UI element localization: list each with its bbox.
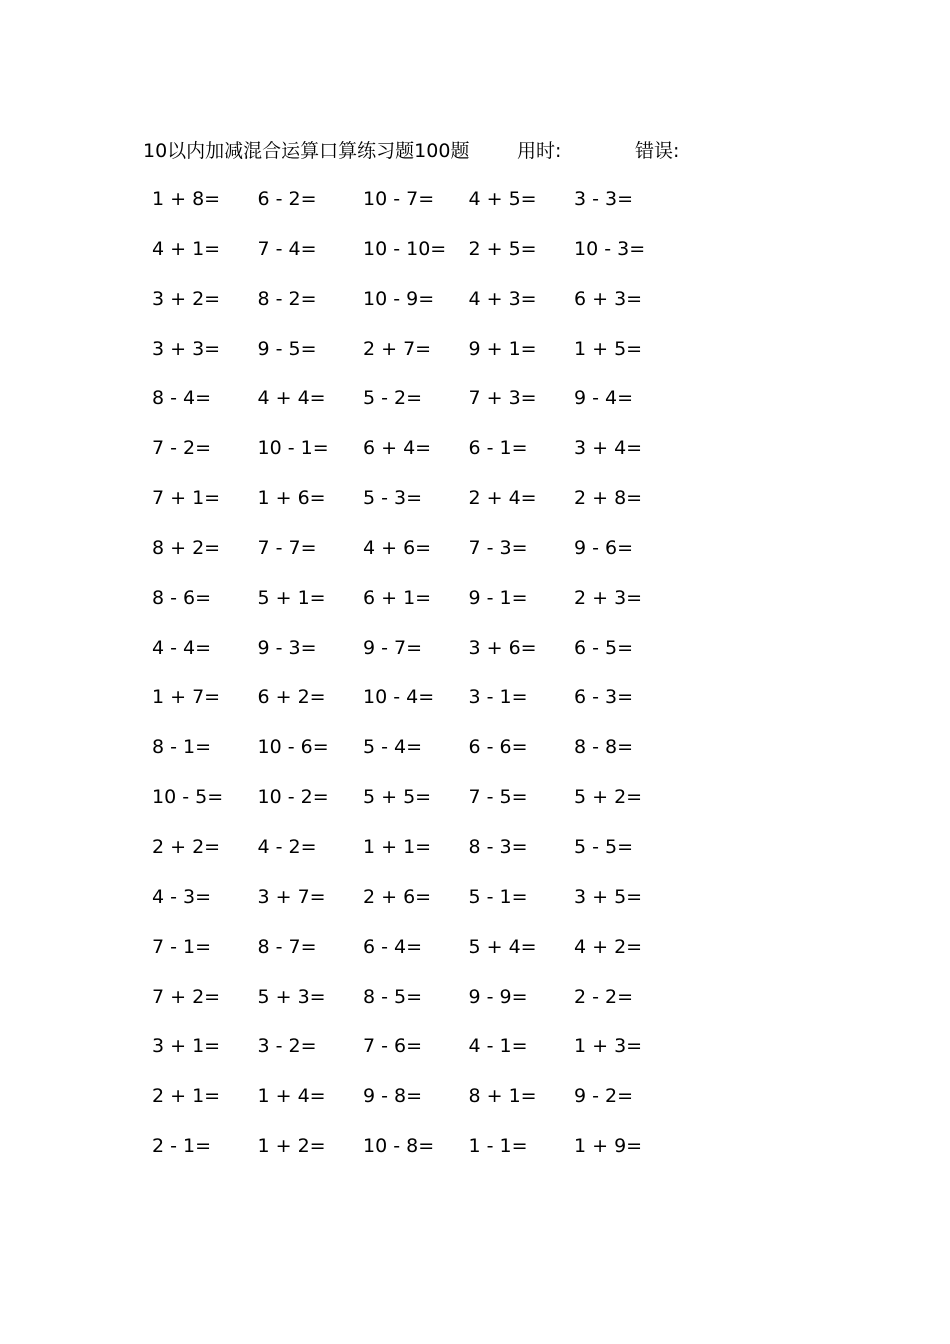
problem-item: 6 - 5=	[574, 636, 634, 659]
problem-item: 5 - 2=	[363, 387, 423, 410]
problem-item: 4 + 5=	[468, 188, 537, 210]
problem-item: 10 - 2=	[257, 786, 329, 809]
problem-grid	[140, 184, 700, 1181]
problem-item: 9 - 1=	[468, 586, 528, 609]
problem-item: 6 - 4=	[363, 935, 423, 958]
problem-item: 5 + 5=	[363, 786, 432, 809]
problem-item: 8 - 6=	[152, 586, 212, 609]
problem-item: 4 + 3=	[468, 287, 537, 310]
problem-item: 5 - 3=	[363, 487, 423, 510]
problem-item: 3 + 3=	[152, 337, 221, 360]
problem-item: 1 + 8=	[152, 188, 221, 210]
problem-item: 9 - 5=	[257, 337, 317, 360]
problem-item: 8 + 2=	[152, 536, 221, 559]
problem-item: 6 - 2=	[257, 188, 317, 210]
problem-item: 6 + 3=	[574, 287, 643, 310]
problem-item: 1 + 6=	[257, 487, 326, 510]
problem-item: 7 - 3=	[468, 536, 528, 559]
errors-label: 错误:	[635, 140, 680, 162]
problem-item: 2 + 8=	[574, 487, 643, 510]
problem-item: 10 - 6=	[257, 736, 329, 759]
problem-item: 3 + 2=	[152, 287, 221, 310]
problem-item: 9 - 8=	[363, 1085, 423, 1108]
problem-item: 2 + 4=	[468, 487, 537, 510]
problem-item: 10 - 8=	[363, 1135, 435, 1158]
problem-item: 4 + 2=	[574, 935, 643, 958]
problem-item: 1 + 5=	[574, 337, 643, 360]
problem-item: 8 - 1=	[152, 736, 212, 759]
problem-item: 5 - 4=	[363, 736, 423, 759]
problem-item: 2 - 2=	[574, 985, 634, 1008]
problem-item: 8 - 5=	[363, 985, 423, 1008]
problem-item: 2 + 6=	[363, 885, 432, 908]
problem-item: 7 - 4=	[257, 237, 317, 260]
problem-item: 10 - 3=	[574, 237, 646, 260]
problem-item: 10 - 5=	[152, 786, 224, 809]
problem-item: 6 - 3=	[574, 686, 634, 709]
problem-item: 3 + 6=	[468, 636, 537, 659]
problem-item: 4 + 1=	[152, 237, 221, 260]
problem-item: 3 - 3=	[574, 188, 634, 210]
problem-item: 1 + 4=	[257, 1085, 326, 1108]
problem-item: 3 + 1=	[152, 1035, 221, 1058]
problem-item: 3 + 7=	[257, 885, 326, 908]
problem-item: 2 - 1=	[152, 1135, 212, 1158]
problem-item: 6 + 1=	[363, 586, 432, 609]
problem-item: 4 - 2=	[257, 835, 317, 858]
problem-item: 5 + 1=	[257, 586, 326, 609]
problem-item: 2 + 3=	[574, 586, 643, 609]
problem-item: 7 + 3=	[468, 387, 537, 410]
problem-item: 7 - 7=	[257, 536, 317, 559]
problem-item: 2 + 2=	[152, 835, 221, 858]
problem-item: 8 - 2=	[257, 287, 317, 310]
problem-item: 9 - 4=	[574, 387, 634, 410]
problem-item: 9 + 1=	[468, 337, 537, 360]
problem-item: 10 - 7=	[363, 188, 435, 210]
problem-item: 6 + 2=	[257, 686, 326, 709]
problem-item: 5 + 4=	[468, 935, 537, 958]
problem-item: 9 - 9=	[468, 985, 528, 1008]
problem-item: 7 - 2=	[152, 437, 212, 460]
problem-item: 8 - 4=	[152, 387, 212, 410]
problem-item: 1 + 2=	[257, 1135, 326, 1158]
problem-item: 8 - 7=	[257, 935, 317, 958]
problem-item: 9 - 3=	[257, 636, 317, 659]
problem-item: 8 - 3=	[468, 835, 528, 858]
problem-item: 6 - 1=	[468, 437, 528, 460]
problem-item: 5 + 3=	[257, 985, 326, 1008]
problem-item: 6 + 4=	[363, 437, 432, 460]
problem-item: 5 - 5=	[574, 835, 634, 858]
problem-item: 1 + 3=	[574, 1035, 643, 1058]
problem-item: 2 + 1=	[152, 1085, 221, 1108]
problem-item: 4 + 6=	[363, 536, 432, 559]
problem-item: 3 - 1=	[468, 686, 528, 709]
problem-item: 3 - 2=	[257, 1035, 317, 1058]
problem-item: 10 - 9=	[363, 287, 435, 310]
problem-item: 7 - 6=	[363, 1035, 423, 1058]
worksheet-title: 10以内加减混合运算口算练习题100题	[143, 140, 470, 162]
problem-item: 5 - 1=	[468, 885, 528, 908]
problem-item: 1 + 9=	[574, 1135, 643, 1158]
problem-item: 7 + 2=	[152, 985, 221, 1008]
problem-item: 2 + 5=	[468, 237, 537, 260]
problem-item: 6 - 6=	[468, 736, 528, 759]
problem-item: 4 - 1=	[468, 1035, 528, 1058]
problem-item: 9 - 2=	[574, 1085, 634, 1108]
problem-item: 3 + 5=	[574, 885, 643, 908]
problem-item: 1 + 7=	[152, 686, 221, 709]
problem-item: 7 + 1=	[152, 487, 221, 510]
problem-item: 9 - 6=	[574, 536, 634, 559]
problem-item: 7 - 1=	[152, 935, 212, 958]
problem-item: 5 + 2=	[574, 786, 643, 809]
problem-item: 10 - 10=	[363, 237, 447, 260]
problem-item: 4 - 3=	[152, 885, 212, 908]
problem-item: 1 - 1=	[468, 1135, 528, 1158]
problem-item: 8 + 1=	[468, 1085, 537, 1108]
problem-item: 10 - 1=	[257, 437, 329, 460]
problem-item: 3 + 4=	[574, 437, 643, 460]
problem-item: 8 - 8=	[574, 736, 634, 759]
time-used-label: 用时:	[517, 140, 562, 162]
problem-item: 10 - 4=	[363, 686, 435, 709]
problem-item: 9 - 7=	[363, 636, 423, 659]
problem-item: 1 + 1=	[363, 835, 432, 858]
problem-item: 4 - 4=	[152, 636, 212, 659]
problem-item: 2 + 7=	[363, 337, 432, 360]
problem-item: 7 - 5=	[468, 786, 528, 809]
problem-item: 4 + 4=	[257, 387, 326, 410]
